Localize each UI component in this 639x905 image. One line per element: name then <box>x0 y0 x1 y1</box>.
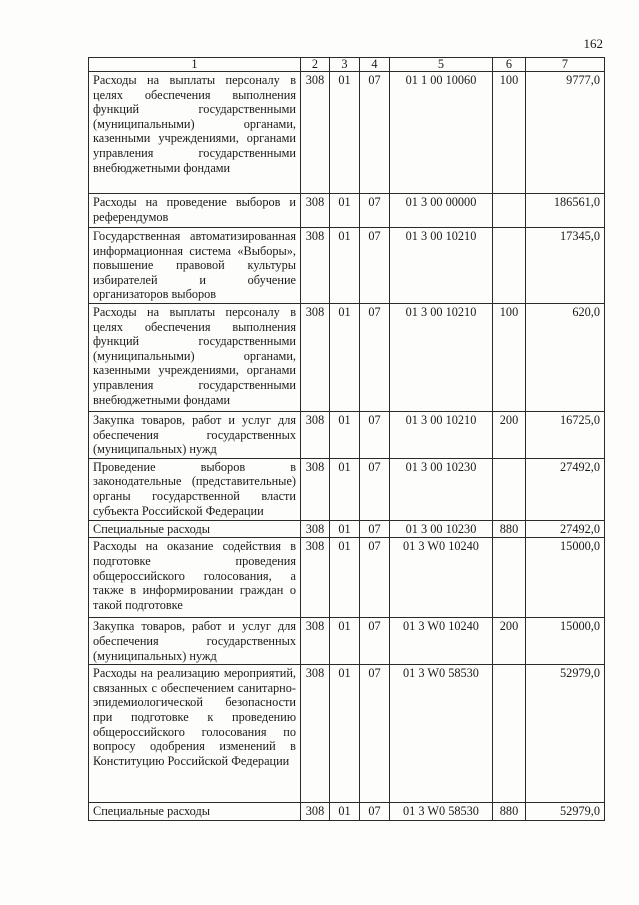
cell-rz: 01 <box>330 520 360 538</box>
cell-grbs: 308 <box>301 72 330 194</box>
cell-csr: 01 3 W0 58530 <box>390 665 493 803</box>
table-row <box>89 72 605 194</box>
cell-pr: 07 <box>360 458 390 520</box>
cell-pr: 07 <box>360 520 390 538</box>
cell-rz: 01 <box>330 228 360 304</box>
cell-csr: 01 3 W0 10240 <box>390 538 493 618</box>
cell-desc: Расходы на выплаты персоналу в целях обеспечения выполнения функций государственными (муниципальными) органами, казенными учреждениями, органами управления государственными внебюджетными фондами <box>89 304 301 412</box>
cell-pr: 07 <box>360 538 390 618</box>
cell-rz: 01 <box>330 194 360 228</box>
cell-vr: 880 <box>493 803 526 821</box>
header-row <box>89 58 605 72</box>
cell-vr: 200 <box>493 618 526 665</box>
cell-desc: Расходы на реализацию мероприятий, связанных с обеспечением санитарно-эпидемиологической безопасности при подготовке к проведению общероссийского голосования по вопросу одобрения изменений в Конституцию Российской Федерации <box>89 665 301 803</box>
cell-vr: 100 <box>493 72 526 194</box>
cell-desc: Расходы на выплаты персоналу в целях обеспечения выполнения функций государственными (муниципальными) органами, казенными учреждениями, органами управления государственными внебюджетными фондами <box>89 72 301 194</box>
cell-csr: 01 1 00 10060 <box>390 72 493 194</box>
cell-pr: 07 <box>360 412 390 459</box>
cell-rz: 01 <box>330 72 360 194</box>
cell-grbs: 308 <box>301 665 330 803</box>
table-row <box>89 228 605 304</box>
column-header-4: 4 <box>360 58 390 72</box>
cell-grbs: 308 <box>301 228 330 304</box>
cell-pr: 07 <box>360 228 390 304</box>
cell-grbs: 308 <box>301 520 330 538</box>
cell-csr: 01 3 W0 10240 <box>390 618 493 665</box>
table-row <box>89 538 605 618</box>
table-row <box>89 520 605 538</box>
cell-rz: 01 <box>330 538 360 618</box>
cell-desc: Расходы на оказание содействия в подготовке проведения общероссийского голосования, а также в информировании граждан о такой подготовке <box>89 538 301 618</box>
cell-desc: Государственная автоматизированная информационная система «Выборы», повышение правовой культуры избирателей и обучение организаторов выборов <box>89 228 301 304</box>
column-header-5: 5 <box>390 58 493 72</box>
cell-vr: 880 <box>493 520 526 538</box>
page-number: 162 <box>583 36 603 51</box>
cell-csr: 01 3 W0 58530 <box>390 803 493 821</box>
cell-sum: 27492,0 <box>526 520 605 538</box>
cell-vr <box>493 538 526 618</box>
cell-vr <box>493 194 526 228</box>
table-row <box>89 458 605 520</box>
table-row <box>89 665 605 803</box>
cell-csr: 01 3 00 10230 <box>390 520 493 538</box>
cell-grbs: 308 <box>301 618 330 665</box>
cell-csr: 01 3 00 10230 <box>390 458 493 520</box>
cell-rz: 01 <box>330 304 360 412</box>
cell-desc: Проведение выборов в законодательные (представительные) органы государственной власти субъекта Российской Федерации <box>89 458 301 520</box>
column-header-6: 6 <box>493 58 526 72</box>
cell-vr <box>493 665 526 803</box>
column-header-1: 1 <box>89 58 301 72</box>
table-row <box>89 412 605 459</box>
cell-pr: 07 <box>360 803 390 821</box>
cell-grbs: 308 <box>301 412 330 459</box>
cell-sum: 52979,0 <box>526 665 605 803</box>
table-body <box>89 72 605 821</box>
cell-vr <box>493 458 526 520</box>
cell-pr: 07 <box>360 304 390 412</box>
cell-grbs: 308 <box>301 803 330 821</box>
cell-sum: 15000,0 <box>526 538 605 618</box>
table-row <box>89 304 605 412</box>
cell-pr: 07 <box>360 72 390 194</box>
cell-vr: 100 <box>493 304 526 412</box>
column-header-7: 7 <box>526 58 605 72</box>
cell-grbs: 308 <box>301 304 330 412</box>
cell-vr <box>493 228 526 304</box>
table-row <box>89 194 605 228</box>
cell-grbs: 308 <box>301 458 330 520</box>
cell-sum: 16725,0 <box>526 412 605 459</box>
table-row <box>89 618 605 665</box>
cell-pr: 07 <box>360 665 390 803</box>
cell-sum: 52979,0 <box>526 803 605 821</box>
cell-desc: Специальные расходы <box>89 803 301 821</box>
cell-rz: 01 <box>330 803 360 821</box>
column-header-2: 2 <box>301 58 330 72</box>
cell-sum: 15000,0 <box>526 618 605 665</box>
cell-csr: 01 3 00 10210 <box>390 228 493 304</box>
cell-desc: Специальные расходы <box>89 520 301 538</box>
cell-rz: 01 <box>330 665 360 803</box>
cell-sum: 17345,0 <box>526 228 605 304</box>
cell-vr: 200 <box>493 412 526 459</box>
cell-sum: 9777,0 <box>526 72 605 194</box>
cell-sum: 186561,0 <box>526 194 605 228</box>
cell-csr: 01 3 00 10210 <box>390 304 493 412</box>
cell-desc: Закупка товаров, работ и услуг для обеспечения государственных (муниципальных) нужд <box>89 412 301 459</box>
cell-rz: 01 <box>330 618 360 665</box>
cell-csr: 01 3 00 10210 <box>390 412 493 459</box>
cell-desc: Закупка товаров, работ и услуг для обеспечения государственных (муниципальных) нужд <box>89 618 301 665</box>
cell-rz: 01 <box>330 412 360 459</box>
table-row <box>89 803 605 821</box>
cell-pr: 07 <box>360 618 390 665</box>
column-header-3: 3 <box>330 58 360 72</box>
cell-desc: Расходы на проведение выборов и референдумов <box>89 194 301 228</box>
cell-sum: 27492,0 <box>526 458 605 520</box>
cell-grbs: 308 <box>301 194 330 228</box>
cell-sum: 620,0 <box>526 304 605 412</box>
cell-pr: 07 <box>360 194 390 228</box>
cell-csr: 01 3 00 00000 <box>390 194 493 228</box>
cell-grbs: 308 <box>301 538 330 618</box>
budget-table <box>88 57 605 821</box>
cell-rz: 01 <box>330 458 360 520</box>
